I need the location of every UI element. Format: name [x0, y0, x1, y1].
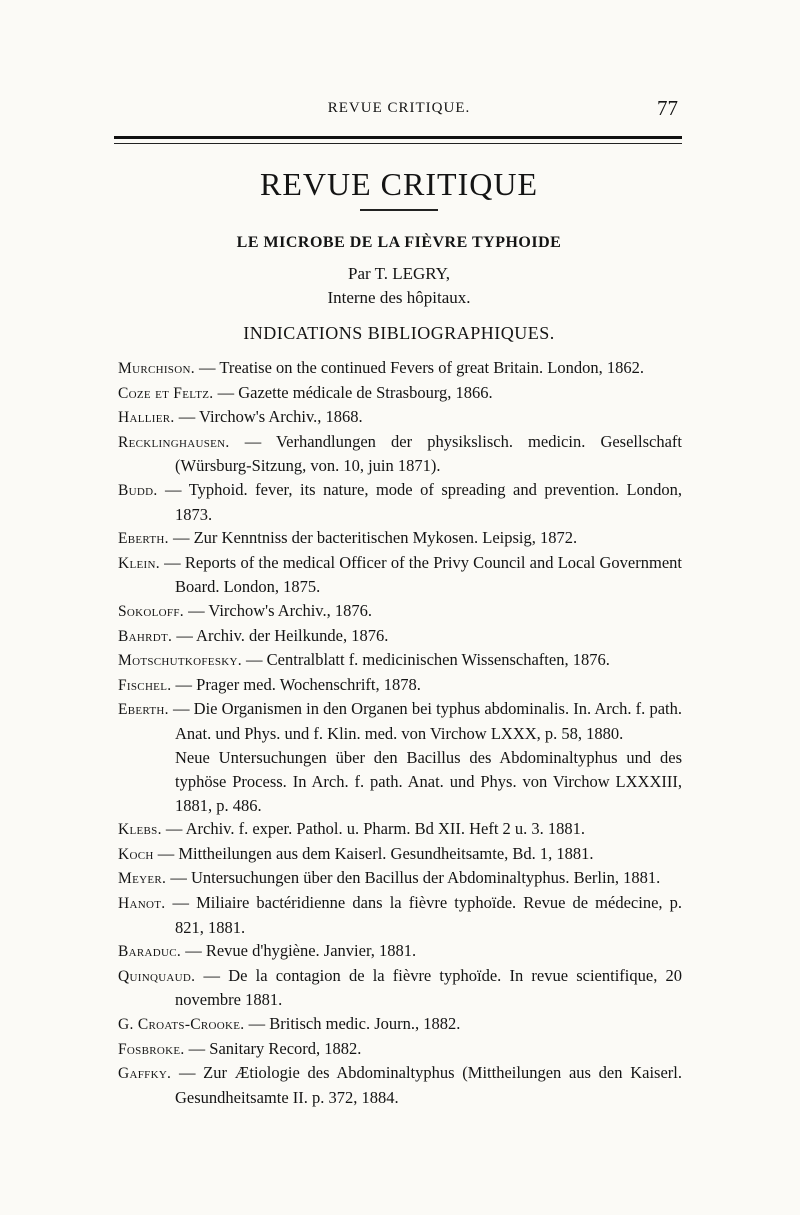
reference-text: — De la contagion de la fièvre typhoïde. In revue scientifique, 20 novembre 1881.: [175, 965, 682, 1010]
reference-text: — Miliaire bactéridienne dans la fièvre typhoïde. Revue de médecine, p. 821, 1881.: [165, 893, 682, 937]
reference-entry: [118, 891, 682, 939]
reference-entry: [118, 551, 682, 599]
reference-author: Eberth.: [118, 701, 169, 719]
reference-text: — Zur Kenntniss der bacteritischen Mykosen. Leipsig, 1872.: [168, 528, 578, 548]
article-title: LE MICROBE DE LA FIÈVRE TYPHOIDE: [236, 234, 562, 251]
reference-text: — Archiv. f. exper. Pathol. u. Pharm. Bd XII. Heft 2 u. 3. 1881.: [161, 819, 586, 839]
reference-entry: [118, 842, 682, 867]
reference-entry: [118, 624, 682, 649]
reference-text: — Revue d'hygiène. Janvier, 1881.: [181, 941, 417, 961]
reference-text: — Mittheilungen aus dem Kaiserl. Gesundheitsamte, Bd. 1, 1881.: [153, 843, 594, 863]
title-divider: [360, 209, 438, 211]
reference-text: — Sanitary Record, 1882.: [184, 1038, 362, 1058]
reference-entry: [118, 430, 682, 478]
reference-author: Eberth.: [118, 530, 169, 548]
reference-text: — Gazette médicale de Strasbourg, 1866.: [213, 382, 493, 402]
reference-entry: [118, 648, 682, 673]
reference-text: — Virchow's Archiv., 1876.: [183, 600, 372, 620]
section-heading: INDICATIONS BIBLIOGRAPHIQUES.: [243, 323, 555, 343]
reference-entry: [118, 673, 682, 698]
reference-author: Bahrdt.: [118, 627, 173, 645]
article-author: Par T. LEGRY,: [347, 264, 450, 283]
reference-entry: [118, 939, 682, 964]
reference-author: Meyer.: [118, 870, 167, 888]
reference-list: [118, 356, 682, 1109]
reference-text: — Archiv. der Heilkunde, 1876.: [172, 625, 389, 645]
reference-text: — Virchow's Archiv., 1868.: [174, 407, 363, 427]
reference-entry: [118, 405, 682, 430]
reference-entry: [118, 817, 682, 842]
reference-entry: [118, 381, 682, 406]
reference-text: Neue Untersuchungen über den Bacillus des Abdominaltyphus und des typhöse Process. In Arch. f. path. Anat. und Phys. von Virchow LXXXIII, 1881, p. 486.: [175, 747, 682, 815]
reference-author: Quinquaud.: [118, 967, 196, 985]
reference-entry: [118, 1037, 682, 1062]
reference-author: Koch: [118, 845, 154, 863]
reference-author: G. Croats-Crooke.: [118, 1016, 245, 1034]
header-rule-thin: [114, 143, 682, 144]
reference-entry: [118, 866, 682, 891]
reference-text: — Verhandlungen der physikslisch. medicin. Gesellschaft (Würsburg-Sitzung, von. 10, juin 1871).: [175, 431, 682, 476]
reference-entry: [118, 1012, 682, 1037]
reference-text: — Typhoid. fever, its nature, mode of spreading and prevention. London, 1873.: [157, 479, 682, 524]
reference-author: Hallier.: [118, 409, 175, 427]
reference-author: Fosbroke.: [118, 1040, 185, 1058]
reference-author: Coze et Feltz.: [118, 384, 214, 402]
reference-text: — Prager med. Wochenschrift, 1878.: [171, 674, 421, 694]
reference-entry: [118, 478, 682, 526]
page-number: 77: [657, 96, 678, 120]
reference-text: — Treatise on the continued Fevers of great Britain. London, 1862.: [194, 358, 644, 377]
running-header: [118, 96, 680, 126]
reference-entry: [118, 697, 682, 745]
page-title: REVUE CRITIQUE: [260, 166, 538, 202]
reference-author: Recklinghausen.: [118, 433, 230, 451]
reference-author: Budd.: [118, 481, 158, 499]
reference-author: Motschutkofesky.: [118, 652, 242, 670]
reference-text: — Untersuchungen über den Bacillus der Abdominaltyphus. Berlin, 1881.: [166, 868, 661, 888]
reference-text: — Reports of the medical Officer of the Privy Council and Local Government Board. London, 1875.: [159, 552, 682, 597]
reference-author: Klebs.: [118, 821, 162, 839]
reference-author: Baraduc.: [118, 943, 182, 961]
reference-author: Sokoloff.: [118, 602, 184, 620]
reference-author: Murchison.: [118, 360, 195, 377]
reference-text: — Centralblatt f. medicinischen Wissenschaften, 1876.: [241, 650, 610, 670]
reference-text: — Zur Ætiologie des Abdominaltyphus (Mittheilungen aus den Kaiserl. Gesundheitsamte II. p. 372, 1884.: [171, 1063, 682, 1107]
reference-author: Gaffky.: [118, 1065, 172, 1083]
reference-entry: [118, 356, 682, 381]
reference-entry: [118, 599, 682, 624]
reference-author: Fischel.: [118, 676, 172, 694]
reference-text: — Die Organismen in den Organen bei typhus abdominalis. In. Arch. f. path. Anat. und Phys. und f. Klin. med. von Virchow LXXX, p. 58, 1880.: [168, 699, 682, 743]
reference-entry: [118, 964, 682, 1012]
header-rule-thick: [114, 136, 682, 139]
reference-author: Hanot.: [118, 895, 166, 913]
running-title: REVUE CRITIQUE.: [327, 100, 471, 116]
reference-text: — Britisch medic. Journ., 1882.: [244, 1014, 461, 1034]
reference-entry: [118, 526, 682, 551]
author-affiliation: Interne des hôpitaux.: [327, 288, 471, 307]
reference-entry: [118, 746, 682, 818]
reference-entry: [118, 1061, 682, 1109]
reference-author: Klein.: [118, 554, 160, 572]
